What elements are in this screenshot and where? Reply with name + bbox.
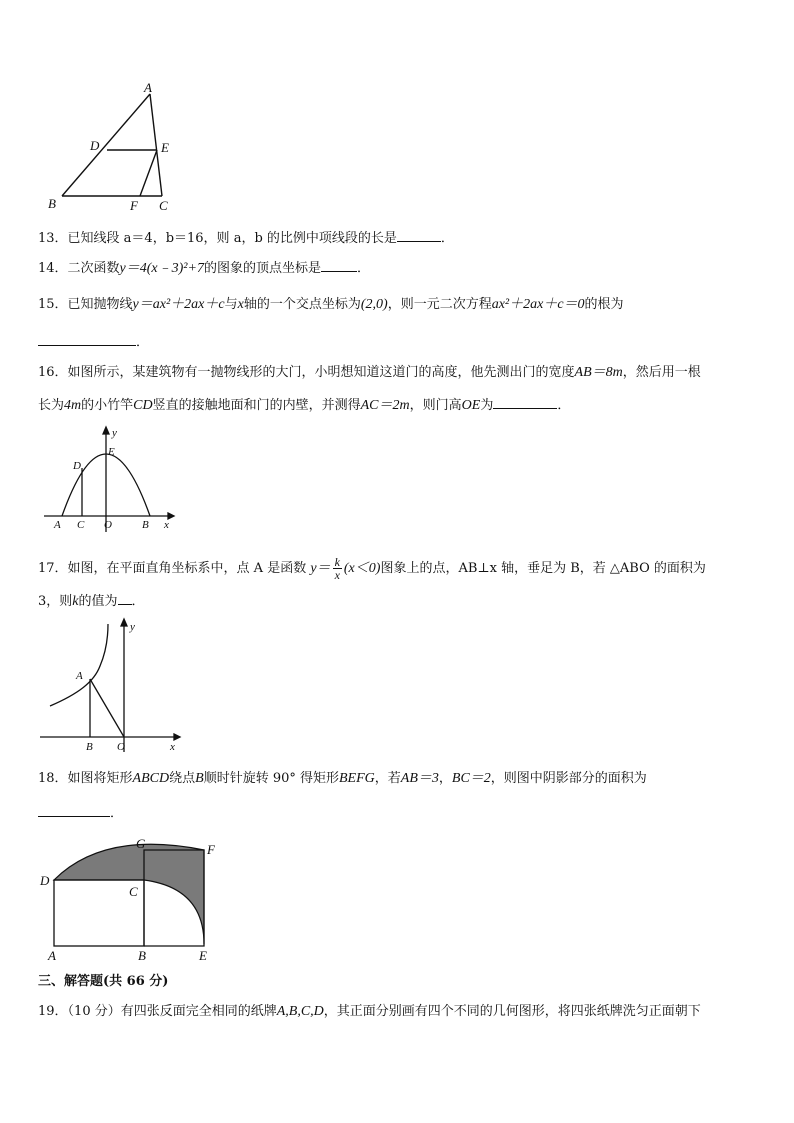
label-f: F (207, 842, 215, 857)
question-16-text-d: 的小竹竿 (81, 398, 134, 413)
label-y: y (112, 427, 117, 439)
section-3-title: 三、解答题(共 66 分) (38, 974, 169, 989)
question-18-comma: ， (438, 771, 452, 786)
question-16-cd: CD (133, 398, 153, 413)
question-18-b: B (195, 771, 204, 786)
answer-blank-14[interactable] (321, 259, 357, 272)
question-17-fraction (333, 556, 342, 581)
label-e: E (199, 948, 207, 963)
question-14-text-b: 的图象的顶点坐标是 (203, 261, 321, 276)
answer-blank-18[interactable] (38, 804, 110, 817)
question-17-y-eq: y＝ (310, 561, 331, 576)
x-axis-arrow (168, 513, 174, 519)
label-x: x (170, 741, 175, 753)
label-d: D (40, 873, 50, 888)
label-g: G (136, 836, 146, 851)
question-16-line-2 (38, 396, 570, 415)
question-18-befg: BEFG (339, 771, 375, 786)
question-18 (38, 770, 647, 788)
label-o: O (117, 741, 125, 753)
question-15-curve: y＝ax²＋2ax＋c (132, 297, 225, 312)
question-16-text-a: 16．如图所示，某建筑物有一抛物线形的大门，小明想知道这道门的高度，他先测出门的宽度 (38, 365, 575, 380)
question-16-ab: AB＝8m (574, 365, 623, 380)
question-16-text-g: 为 (480, 398, 494, 413)
label-o: O (104, 519, 112, 531)
label-c: C (129, 884, 138, 899)
question-18-text-a: 18．如图将矩形 (38, 771, 133, 786)
question-17-domain: (x＜0) (343, 561, 381, 576)
question-16-tail: ． (557, 398, 571, 413)
label-e: E (108, 446, 115, 458)
question-17-text-d: 的值为 (78, 594, 118, 609)
question-15-equation: ax²＋2ax＋c＝0 (491, 297, 585, 312)
question-15-tail: ． (136, 335, 150, 350)
question-17-tail: ． (131, 594, 145, 609)
question-15-text-b: 与 (224, 297, 238, 312)
question-18-ab: AB＝3 (400, 771, 439, 786)
question-13-tail: ． (440, 231, 454, 246)
answer-blank-17[interactable] (118, 592, 132, 605)
label-c: C (77, 519, 85, 531)
question-17-text-a: 17．如图，在平面直角坐标系中，点 A 是函数 (38, 561, 307, 576)
y-axis-arrow (103, 427, 109, 434)
question-16-text-b: ，然后用一根 (622, 365, 701, 380)
question-19 (38, 1003, 701, 1021)
answer-blank-15[interactable] (38, 333, 136, 346)
question-14-tail: ． (356, 261, 370, 276)
question-16-length: 4m (64, 398, 82, 413)
question-18-abcd: ABCD (132, 771, 170, 786)
question-17-line-2 (38, 592, 145, 611)
parabola-figure (40, 424, 180, 536)
question-15-point: (2,0) (360, 297, 388, 312)
label-a: A (54, 519, 61, 531)
question-15-text-e: 的根为 (584, 297, 624, 312)
label-x: x (164, 519, 169, 531)
x-axis-arrow (174, 734, 180, 740)
question-19-text-a: 19．（10 分）有四张反面完全相同的纸牌 (38, 1004, 277, 1019)
label-c: C (159, 198, 168, 213)
label-b: B (48, 196, 56, 211)
segment-ab (62, 94, 150, 196)
hyperbola-figure (38, 616, 188, 756)
question-15 (38, 296, 624, 314)
question-13 (38, 229, 454, 248)
question-18-answer-line (38, 804, 123, 823)
label-e: E (161, 140, 169, 155)
question-17-text-b: 图象上的点，AB⊥x 轴，垂足为 B，若 △ABO 的面积为 (380, 561, 706, 576)
question-18-text-d: ，若 (374, 771, 401, 786)
question-18-text-e: ，则图中阴影部分的面积为 (490, 771, 647, 786)
question-14-function: y＝4(x﹣3)²+7 (119, 261, 204, 276)
label-b: B (142, 519, 149, 531)
rotated-rectangle-figure (34, 834, 224, 964)
triangle-figure (44, 80, 184, 216)
segment-ao (90, 679, 124, 737)
question-15-text-d: ，则一元二次方程 (387, 297, 492, 312)
label-a: A (144, 80, 152, 95)
fraction-numerator: k (334, 555, 340, 569)
question-14-text-a: 14．二次函数 (38, 261, 120, 276)
question-15-answer-line (38, 333, 149, 352)
question-16-line-1 (38, 364, 701, 382)
label-a: A (76, 670, 83, 682)
question-18-tail: ． (110, 806, 124, 821)
question-18-text-c: 顺时针旋转 90° 得矩形 (203, 771, 339, 786)
label-y: y (130, 621, 135, 633)
question-16-text-f: ，则门高 (409, 398, 462, 413)
answer-blank-16[interactable] (493, 396, 557, 409)
question-13-text: 13．已知线段 a＝4，b＝16，则 a，b 的比例中项线段的长是 (38, 231, 397, 246)
label-d: D (73, 460, 81, 472)
question-18-bc: BC＝2 (451, 771, 491, 786)
question-15-axis: x (237, 297, 244, 312)
label-f: F (130, 198, 138, 213)
question-15-text-c: 轴的一个交点坐标为 (243, 297, 361, 312)
question-16-ac: AC＝2m (360, 398, 410, 413)
question-17-k: k (72, 594, 79, 609)
question-14 (38, 259, 370, 278)
question-18-text-b: 绕点 (169, 771, 196, 786)
question-16-text-c: 长为 (38, 398, 65, 413)
label-b: B (138, 948, 146, 963)
segment-ef (140, 150, 157, 196)
y-axis-arrow (121, 619, 127, 626)
question-19-text-b: ，其正面分别画有四个不同的几何图形，将四张纸牌洗匀正面朝下 (323, 1004, 701, 1019)
label-b: B (86, 741, 93, 753)
question-19-cards: A,B,C,D (276, 1004, 324, 1019)
question-16-text-e: 竖直的接触地面和门的内壁，并测得 (152, 398, 361, 413)
fraction-denominator: x (334, 568, 340, 582)
question-17-text-c: 3，则 (38, 594, 73, 609)
label-a: A (48, 948, 56, 963)
question-16-oe: OE (461, 398, 481, 413)
question-17-line-1 (38, 556, 706, 581)
answer-blank-13[interactable] (397, 229, 441, 242)
label-d: D (90, 138, 100, 153)
question-15-text-a: 15．已知抛物线 (38, 297, 133, 312)
